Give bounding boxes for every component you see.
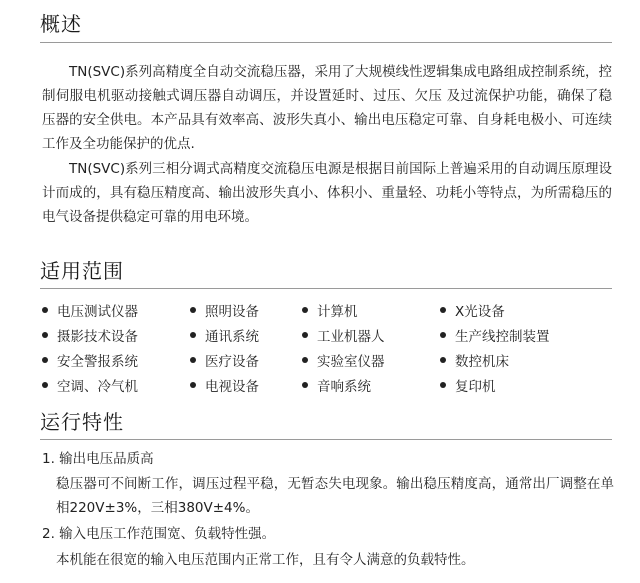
list-item: 计算机 — [302, 297, 440, 322]
list-item: 安全警报系统 — [42, 347, 190, 372]
overview-paragraph-2: TN(SVC)系列三相分调式高精度交流稳压电源是根据目前国际上普遍采用的自动调压原理设计而成的，具有稳压精度高、输出波形失真小、体积小、重量轻、功耗小等特点，为所需稳压的电气设备提供稳定可靠的用电环境。 — [42, 161, 612, 225]
overview-paragraph-1: TN(SVC)系列高精度全自动交流稳压器，采用了大规模线性逻辑集成电路组成控制系统，控制伺服电机驱动接触式调压器自动调压，并设置延时、过压、欠压 及过流保护功能，确保了稳压器的安全供电。本产品具有效率高、波形失真小、输出电压稳定可靠、自身耗电极小、可连续工作及全功能保护的优点. — [42, 64, 612, 152]
section-divider — [40, 288, 612, 289]
section-title-scope: 适用范围 — [40, 259, 124, 283]
bullet-icon — [190, 307, 196, 313]
list-item: 复印机 — [440, 372, 590, 397]
operation-item-2-heading: 2. 输入电压工作范围宽、负载特性强。 — [42, 526, 276, 542]
section-divider — [40, 42, 612, 43]
section-divider — [40, 439, 612, 440]
list-item: 实验室仪器 — [302, 347, 440, 372]
bullet-icon — [440, 332, 446, 338]
bullet-icon — [42, 307, 48, 313]
list-item: 摄影技术设备 — [42, 322, 190, 347]
bullet-icon — [302, 357, 308, 363]
list-item: 数控机床 — [440, 347, 590, 372]
list-item: 工业机器人 — [302, 322, 440, 347]
bullet-icon — [42, 332, 48, 338]
bullet-icon — [302, 332, 308, 338]
list-item: 医疗设备 — [190, 347, 302, 372]
list-item: 通讯系统 — [190, 322, 302, 347]
bullet-icon — [440, 307, 446, 313]
bullet-icon — [190, 382, 196, 388]
bullet-icon — [302, 382, 308, 388]
section-title-operation: 运行特性 — [40, 410, 124, 434]
list-item: 空调、冷气机 — [42, 372, 190, 397]
bullet-icon — [190, 357, 196, 363]
bullet-icon — [190, 332, 196, 338]
operation-item-1-body: 稳压器可不间断工作，调压过程平稳，无暂态失电现象。输出稳压精度高，通常出厂调整在单相220V±3%，三相380V±4%。 — [56, 476, 614, 516]
bullet-icon — [42, 382, 48, 388]
list-item: 电压测试仪器 — [42, 297, 190, 322]
list-item: 音响系统 — [302, 372, 440, 397]
list-item: 生产线控制装置 — [440, 322, 590, 347]
bullet-icon — [440, 382, 446, 388]
operation-item-2-body: 本机能在很宽的输入电压范围内正常工作，且有令人满意的负载特性。 — [56, 552, 475, 568]
list-item: 照明设备 — [190, 297, 302, 322]
bullet-icon — [302, 307, 308, 313]
section-title-overview: 概述 — [40, 12, 82, 36]
bullet-icon — [440, 357, 446, 363]
list-item: X光设备 — [440, 297, 590, 322]
list-item: 电视设备 — [190, 372, 302, 397]
operation-item-1-heading: 1. 输出电压品质高 — [42, 451, 154, 467]
bullet-icon — [42, 357, 48, 363]
scope-list — [42, 297, 622, 397]
